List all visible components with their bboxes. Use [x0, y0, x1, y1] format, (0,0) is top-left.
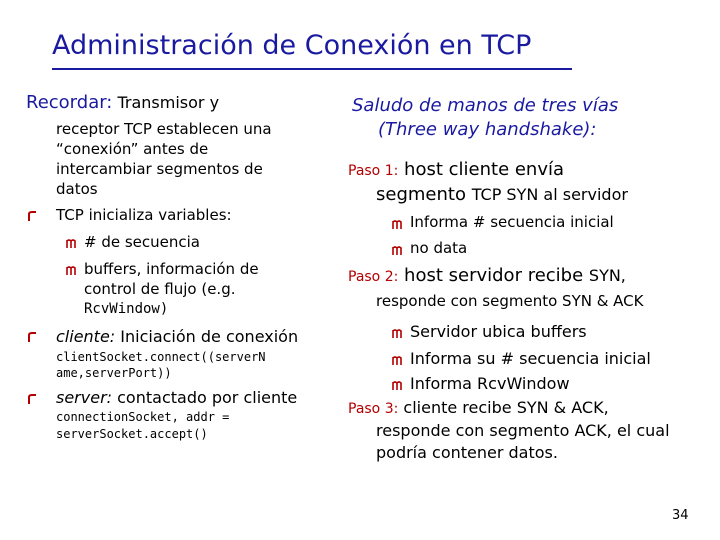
- client-code-2: ame,serverPort)): [56, 366, 172, 380]
- step1-text: host cliente envía: [398, 159, 565, 180]
- server-code-1: connectionSocket, addr =: [56, 410, 230, 424]
- step3-line3: podría contener datos.: [376, 443, 558, 462]
- server-code-2: serverSocket.accept(): [56, 427, 208, 441]
- recordar-line-3: intercambiar segmentos de: [56, 160, 263, 178]
- step2-sub3: Informa RcvWindow: [410, 374, 570, 393]
- recordar-line-1: receptor TCP establecen una: [56, 120, 272, 138]
- handshake-heading-1: Saludo de manos de tres vías: [352, 95, 619, 116]
- step1-line1: [348, 159, 564, 180]
- title-underline: [52, 68, 572, 70]
- step1-label: Paso 1:: [348, 163, 399, 179]
- step3-text: cliente recibe SYN & ACK,: [398, 398, 609, 417]
- cliente-text: Iniciación de conexión: [115, 327, 299, 346]
- step3-label: Paso 3:: [348, 401, 399, 417]
- cliente-line: [56, 327, 298, 346]
- m-bullet-icon: [392, 355, 402, 365]
- r-bullet-icon: [27, 332, 38, 343]
- m-bullet-icon: [392, 328, 402, 338]
- server-text: contactado por cliente: [112, 388, 298, 407]
- r-bullet-icon: [27, 211, 38, 222]
- recordar-label: Recordar:: [26, 92, 113, 113]
- step2-line2: responde con segmento SYN & ACK: [376, 292, 644, 310]
- m-bullet-icon: [66, 238, 76, 248]
- client-code-1: clientSocket.connect((serverN: [56, 350, 266, 364]
- step2-syn: SYN,: [588, 266, 626, 285]
- cliente-label: cliente:: [56, 327, 116, 346]
- m-bullet-icon: [392, 219, 402, 229]
- step1-line2: [376, 184, 628, 205]
- server-line: [56, 388, 297, 407]
- step1-sub1: Informa # secuencia inicial: [410, 213, 614, 231]
- slide-title: Administración de Conexión en TCP: [52, 30, 532, 61]
- step2-sub1: Servidor ubica buffers: [410, 322, 587, 341]
- m-bullet-icon: [392, 380, 402, 390]
- recordar-text: Transmisor y: [112, 93, 220, 112]
- step2-text: host servidor recibe: [398, 265, 589, 286]
- r-bullet-icon: [27, 394, 38, 405]
- step3-line1: [348, 398, 609, 417]
- m-bullet-icon: [392, 245, 402, 255]
- step2-sub2: Informa su # secuencia inicial: [410, 349, 651, 368]
- init-vars: TCP inicializa variables:: [56, 206, 232, 224]
- var-buffers: buffers, información de: [84, 260, 259, 278]
- step3-line2: responde con segmento ACK, el cual: [376, 421, 670, 440]
- page-number: 34: [672, 508, 689, 523]
- step1-sub2: no data: [410, 239, 468, 257]
- recordar-line-2: “conexión” antes de: [56, 140, 209, 158]
- recordar-line-4: datos: [56, 180, 98, 198]
- var-seq: # de secuencia: [84, 233, 200, 251]
- step2-label: Paso 2:: [348, 269, 399, 285]
- m-bullet-icon: [66, 265, 76, 275]
- server-label: server:: [56, 388, 113, 407]
- step1-line2b: TCP SYN al servidor: [471, 185, 628, 204]
- var-flow: control de flujo (e.g.: [84, 280, 236, 298]
- handshake-heading-2: (Three way handshake):: [378, 119, 597, 140]
- step2-line1: [348, 265, 626, 286]
- step1-line2a: segmento: [376, 184, 472, 205]
- var-rcv: RcvWindow): [84, 301, 169, 317]
- recordar-line: [26, 92, 219, 113]
